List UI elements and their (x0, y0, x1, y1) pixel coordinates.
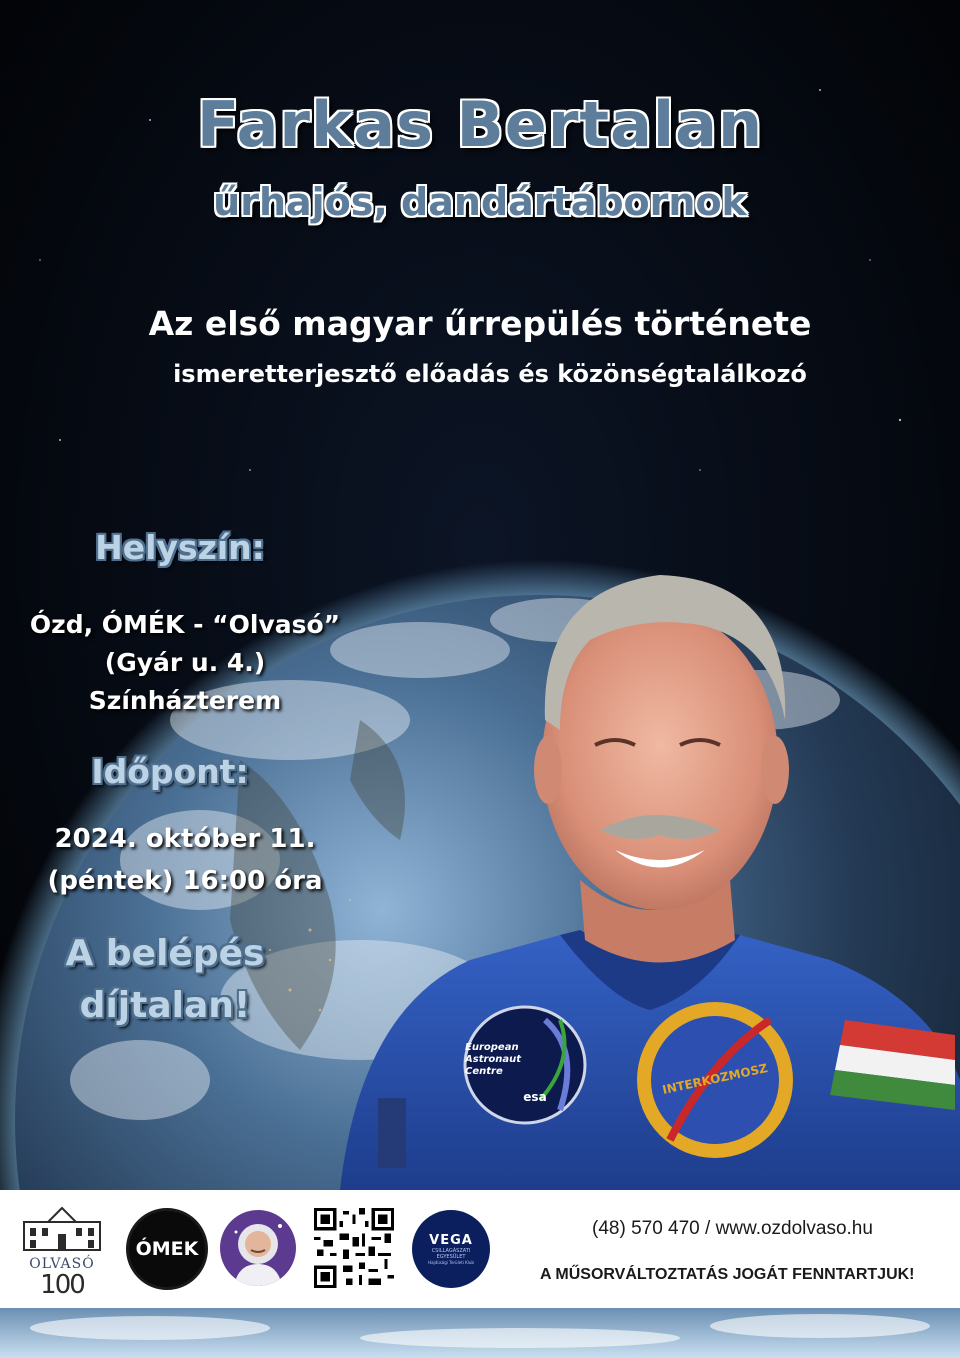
vega-sub-2: EGYESÜLET (436, 1254, 466, 1260)
qr-code-icon (314, 1208, 394, 1288)
esa-line-1: European (465, 1042, 519, 1053)
qr-code[interactable] (314, 1208, 394, 1288)
esa-line-3: Centre (465, 1066, 503, 1077)
venue-label: Helyszín: (95, 528, 265, 567)
omek-logo (126, 1208, 208, 1290)
venue-line-2: (Gyár u. 4.) (104, 648, 266, 677)
vega-logo (412, 1210, 490, 1288)
vega-title: VEGA (429, 1233, 473, 1248)
astronaut-icon (220, 1210, 296, 1286)
lecture-title: Az első magyar űrrepülés története (148, 304, 812, 343)
interkozmosz-label: INTERKOZMOSZ (661, 1061, 769, 1097)
esa-patch-text (465, 1042, 545, 1078)
footer-bar (0, 1190, 960, 1308)
olvaso-number: 100 (40, 1270, 84, 1300)
venue-line-3: Színházterem (88, 686, 282, 715)
vega-sub-1: CSILLAGÁSZATI (431, 1248, 471, 1254)
speaker-role: űrhajós, dandártábornok (213, 180, 747, 224)
time-details (0, 818, 370, 902)
venue-details (0, 606, 370, 720)
esa-brand: esa (523, 1090, 547, 1104)
building-icon (18, 1204, 106, 1252)
esa-line-2: Astronaut (465, 1054, 522, 1065)
olvaso-100-logo (18, 1204, 106, 1300)
time-line-1: 2024. október 11. (54, 824, 316, 854)
olvaso-name: OLVASÓ (29, 1256, 95, 1272)
entry-line-1: A belépés (65, 933, 265, 974)
time-line-2: (péntek) 16:00 óra (47, 866, 323, 896)
venue-line-1: Ózd, ÓMÉK - “Olvasó” (29, 610, 341, 639)
astronaut-badge-logo (220, 1210, 296, 1286)
entry-notice (40, 928, 290, 1032)
time-label: Időpont: (91, 752, 249, 791)
contact-info: (48) 570 470 / www.ozdolvaso.hu (592, 1218, 873, 1239)
vega-sub-3: Hajdúsági Területi Klub (428, 1260, 474, 1265)
lecture-subtitle: ismeretterjesztő előadás és közönségtalálkozó (173, 360, 807, 388)
entry-line-2: díjtalan! (79, 985, 251, 1026)
omek-text: ÓMEK (135, 1238, 199, 1260)
hungarian-flag-patch (830, 1020, 955, 1110)
disclaimer: A MŰSORVÁLTOZTATÁS JOGÁT FENNTARTJUK! (540, 1266, 915, 1283)
speaker-name: Farkas Bertalan (196, 88, 764, 161)
bottom-earth-strip (0, 1308, 960, 1358)
